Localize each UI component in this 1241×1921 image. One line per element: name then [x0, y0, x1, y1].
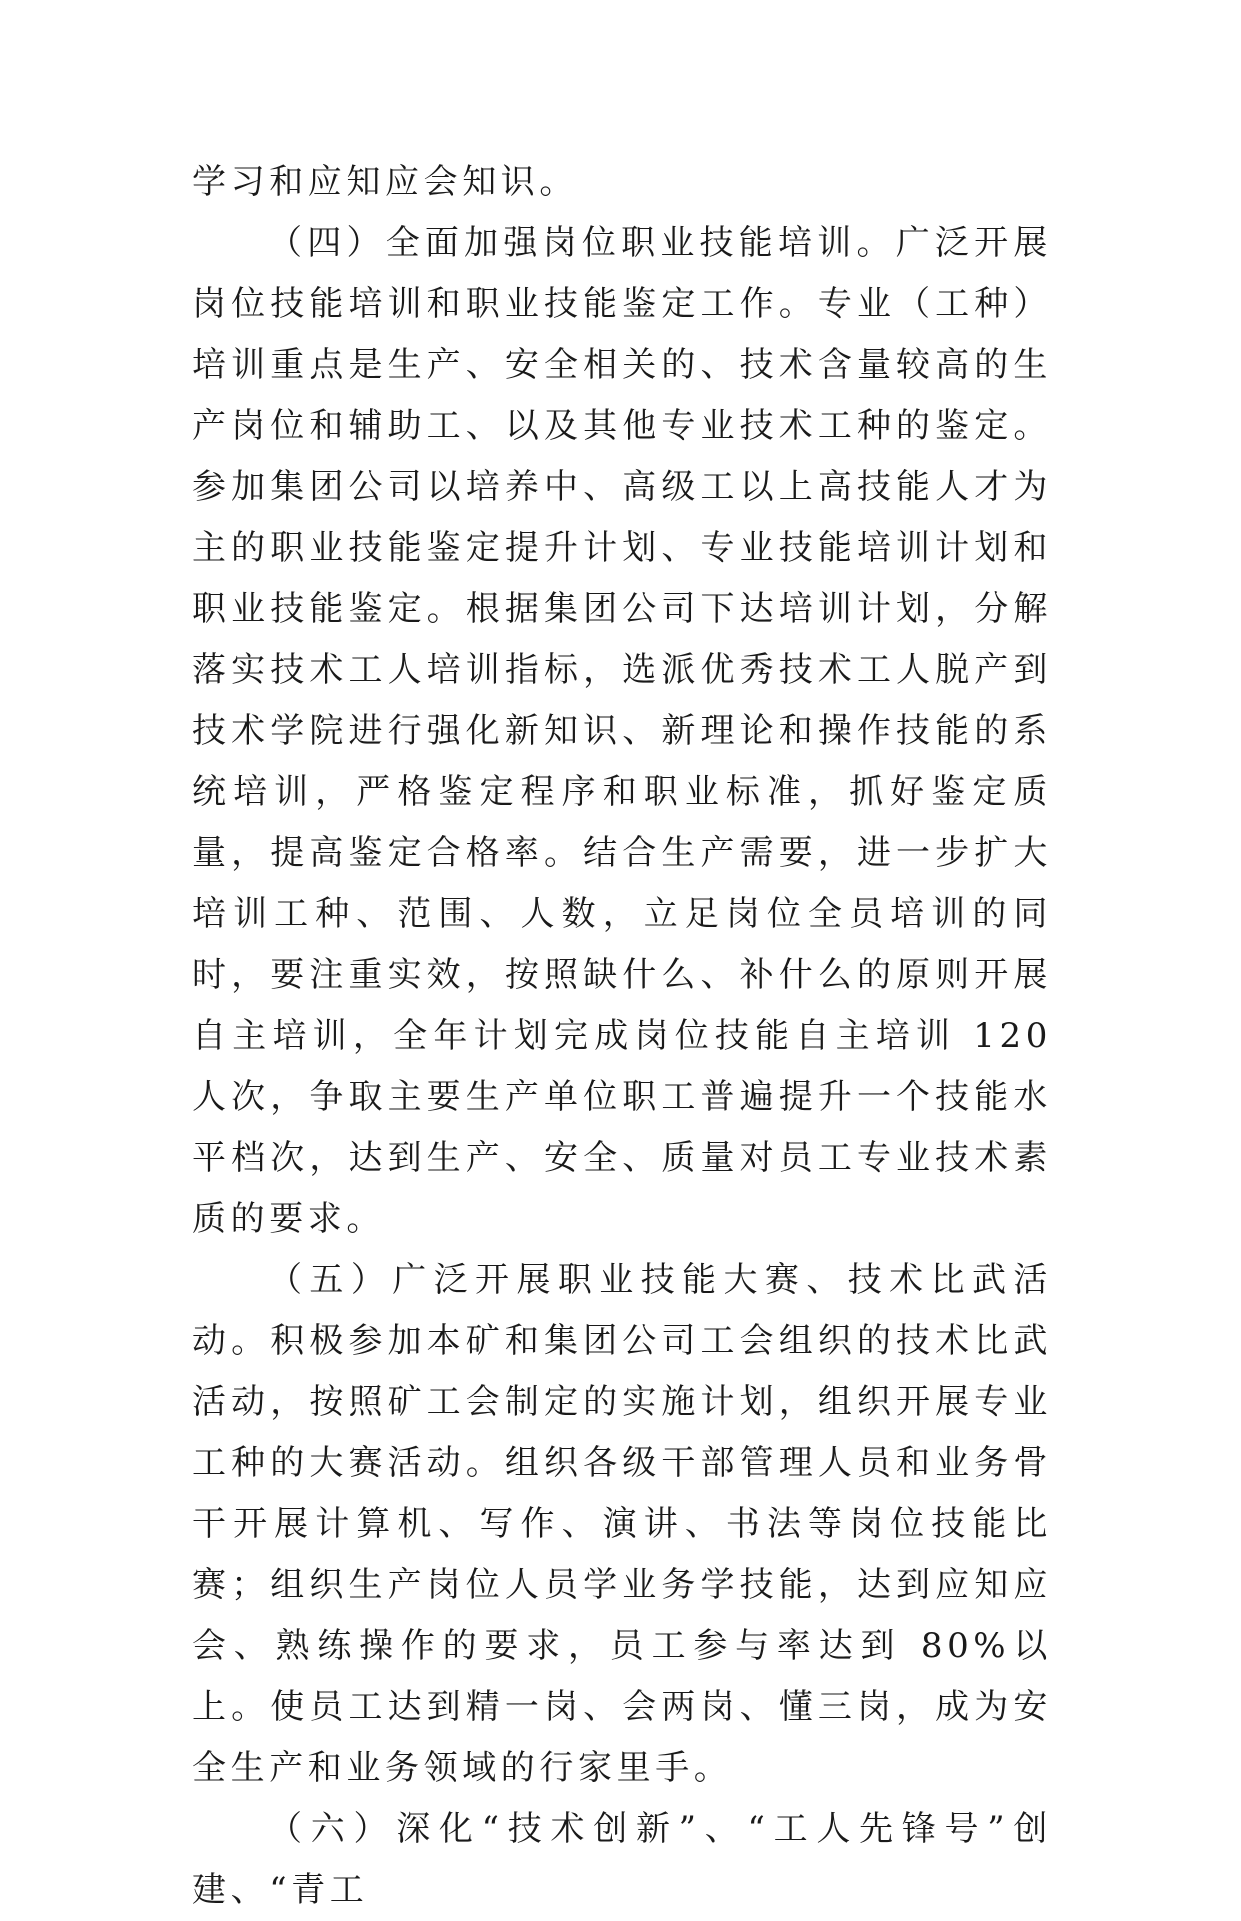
paragraph-section-6: （六）深化“技术创新”、“工人先锋号”创建、“青工 [192, 1809, 1052, 1910]
body-text [192, 152, 1052, 1921]
paragraph-section-5: （五）广泛开展职业技能大赛、技术比武活动。积极参加本矿和集团公司工会组织的技术比武活动，按照矿工会制定的实施计划，组织开展专业工种的大赛活动。组织各级干部管理人员和业务骨干开展计算机、写作、演讲、书法等岗位技能比赛；组织生产岗位人员学业务学技能，达到应知应会、熟练操作的要求，员工参与率达到 80%以上。使员工达到精一岗、会两岗、懂三岗，成为安全生产和业务领域的行家里手。 [192, 1260, 1052, 1788]
paragraph-section-4: （四）全面加强岗位职业技能培训。广泛开展岗位技能培训和职业技能鉴定工作。专业（工种）培训重点是生产、安全相关的、技术含量较高的生产岗位和辅助工、以及其他专业技术工种的鉴定。参加集团公司以培养中、高级工以上高技能人才为主的职业技能鉴定提升计划、专业技能培训计划和职业技能鉴定。根据集团公司下达培训计划，分解落实技术工人培训指标，选派优秀技术工人脱产到技术学院进行强化新知识、新理论和操作技能的系统培训，严格鉴定程序和职业标准，抓好鉴定质量，提高鉴定合格率。结合生产需要，进一步扩大培训工种、范围、人数，立足岗位全员培训的同时，要注重实效，按照缺什么、补什么的原则开展自主培训，全年计划完成岗位技能自主培训 120 人次，争取主要生产单位职工普遍提升一个技能水平档次，达到生产、安全、质量对员工专业技术素质的要求。 [192, 223, 1052, 1239]
paragraph-continuation: 学习和应知应会知识。 [192, 162, 578, 202]
